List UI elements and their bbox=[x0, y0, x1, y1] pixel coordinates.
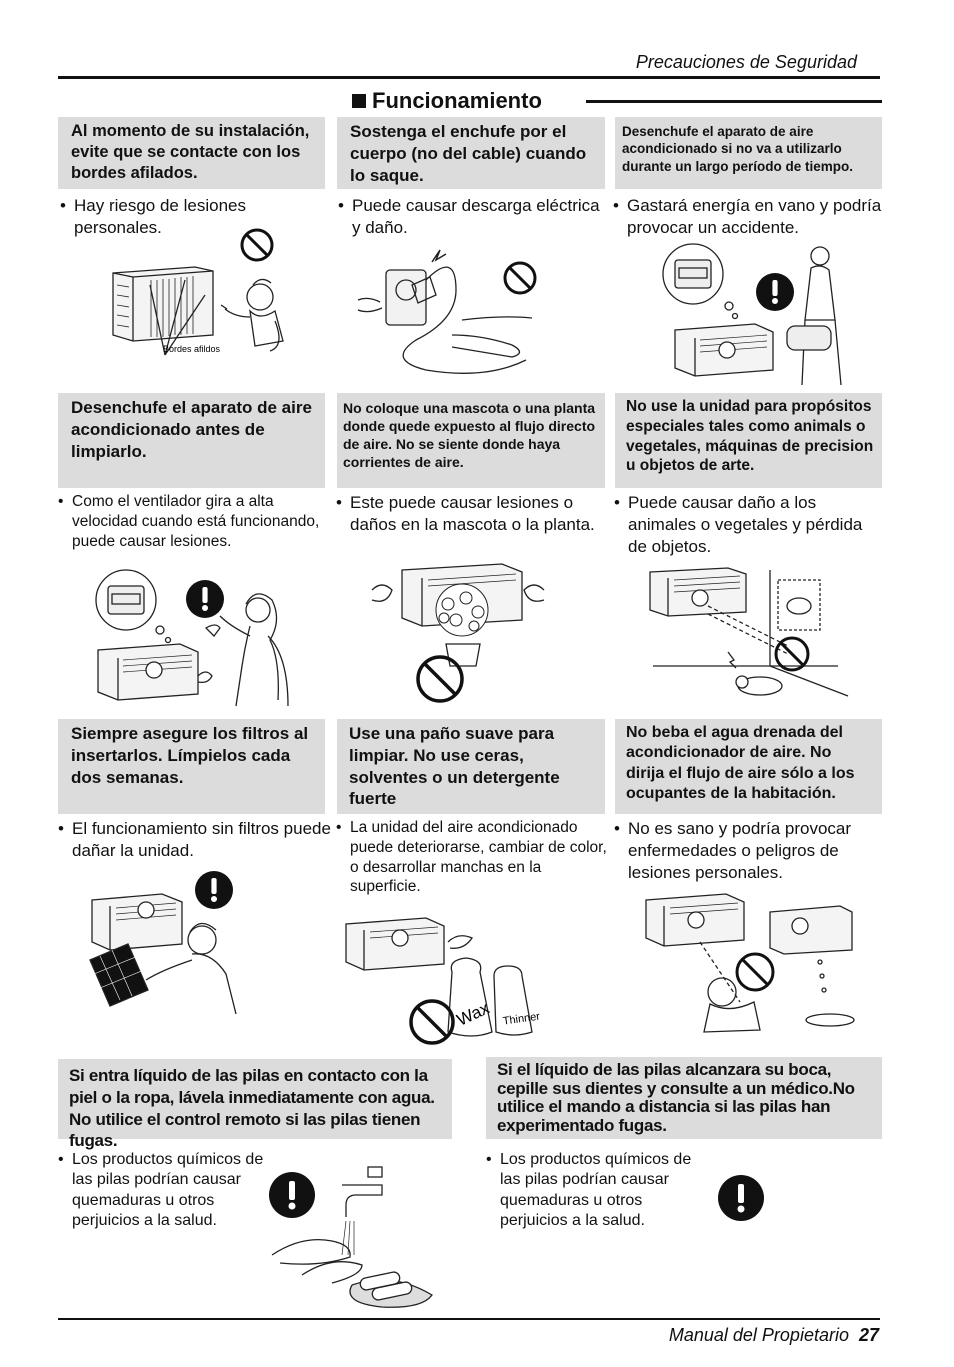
exclamation-icon bbox=[195, 871, 233, 909]
illustration-drain-water bbox=[640, 892, 865, 1037]
bullet-1: • Hay riesgo de lesiones personales. bbox=[60, 195, 304, 239]
warning-box-7: Siempre asegure los filtros al insertarlos. Límpielos cada dos semanas. bbox=[58, 719, 325, 814]
warning-box-10: Si entra líquido de las pilas en contacto con la piel o la ropa, lávela inmediatamente con agua. No utilice el control remoto si las pilas tienen fugas. bbox=[58, 1059, 452, 1139]
exclamation-icon bbox=[718, 1175, 764, 1221]
section-title-text: Funcionamiento bbox=[372, 88, 542, 113]
bullet-9: • No es sano y podría provocar enfermedades o peligros de lesiones personales. bbox=[614, 818, 890, 883]
bullet-2: • Puede causar descarga eléctrica y daño. bbox=[338, 195, 612, 239]
warning-box-8: Use una paño suave para limpiar. No use ceras, solventes o un detergente fuerte bbox=[337, 719, 605, 814]
thinner-label: Thinner bbox=[502, 1010, 541, 1028]
bullet-4: • Como el ventilador gira a alta velocidad cuando está funcionando, puede causar lesiones. bbox=[58, 492, 337, 551]
bullet-11: • Los productos químicos de las pilas podrían causar quemaduras u otros perjuicios a la salud. bbox=[486, 1150, 700, 1232]
exclamation-icon bbox=[269, 1172, 315, 1218]
footer bbox=[669, 1325, 879, 1346]
square-bullet-icon bbox=[352, 94, 366, 108]
exclamation-icon bbox=[186, 580, 224, 618]
prohibited-icon bbox=[737, 954, 773, 990]
illustration-plug bbox=[352, 240, 552, 375]
prohibited-icon bbox=[505, 263, 535, 293]
bullet-8: • La unidad del aire acondicionado puede deteriorarse, cambiar de color, o desarrollar manchas en la superficie. bbox=[336, 818, 615, 897]
wax-label: Wax bbox=[453, 998, 493, 1030]
header-rule bbox=[58, 76, 880, 79]
illustration-chemicals bbox=[340, 912, 550, 1047]
warning-box-2: Sostenga el enchufe por el cuerpo (no del cable) cuando lo saque. bbox=[337, 117, 605, 189]
section-rule bbox=[586, 100, 882, 103]
illustration-special-purposes bbox=[648, 566, 853, 701]
prohibited-icon bbox=[242, 230, 272, 260]
illustration-sharp-edges bbox=[105, 225, 305, 370]
illustration-filter bbox=[82, 870, 242, 1020]
footer-rule bbox=[58, 1318, 880, 1320]
warning-box-1: Al momento de su instalación, evite que se contacte con los bordes afilados. bbox=[58, 117, 325, 189]
bullet-6: • Puede causar daño a los animales o vegetales y pérdida de objetos. bbox=[614, 492, 868, 557]
illustration-unplug-long-time bbox=[655, 240, 870, 388]
illustration-plant-airflow bbox=[362, 560, 562, 710]
exclamation-icon bbox=[756, 273, 794, 311]
warning-box-5: No coloque una mascota o una planta donde quede expuesto al flujo directo de aire. No se siente donde haya corrientes de aire. bbox=[337, 393, 605, 488]
bullet-10: • Los productos químicos de las pilas podrían causar quemaduras u otros perjuicios a la salud. bbox=[58, 1150, 272, 1232]
warning-box-6: No use la unidad para propósitos especiales tales como animals o vegetales, máquinas de precision u objetos de arte. bbox=[615, 393, 882, 488]
warning-box-9: No beba el agua drenada del acondicionador de aire. No dirija el flujo de aire sólo a los ocupantes de la habitación. bbox=[615, 719, 882, 814]
illustration-unplug-before-cleaning bbox=[88, 566, 308, 711]
prohibited-icon bbox=[776, 638, 808, 670]
illustration-battery-mouth bbox=[715, 1172, 767, 1224]
warning-box-11: Si el líquido de las pilas alcanzara su boca, cepille sus dientes y consulte a un médico.No utilice el mando a distancia si las pilas han experimentado fugas. bbox=[486, 1057, 882, 1139]
bullet-7: • El funcionamiento sin filtros puede dañar la unidad. bbox=[58, 818, 332, 862]
header-title: Precauciones de Seguridad bbox=[635, 52, 857, 72]
sharp-edges-label: Bordes afildos bbox=[163, 344, 221, 354]
prohibited-icon bbox=[418, 657, 462, 701]
footer-manual: Manual del Propietario bbox=[668, 1325, 849, 1345]
illustration-wash-hands bbox=[262, 1165, 457, 1315]
bullet-3: • Gastará energía en vano y podría provocar un accidente. bbox=[613, 195, 895, 239]
warning-box-4: Desenchufe el aparato de aire acondicionado antes de limpiarlo. bbox=[58, 393, 325, 488]
warning-box-3: Desenchufe el aparato de aire acondicionado si no va a utilizarlo durante un largo período de tiempo. bbox=[615, 117, 882, 189]
prohibited-icon bbox=[411, 1001, 453, 1043]
bullet-5: • Este puede causar lesiones o daños en la mascota o la planta. bbox=[336, 492, 615, 536]
page-number: 27 bbox=[858, 1325, 879, 1345]
section-title bbox=[352, 88, 542, 114]
